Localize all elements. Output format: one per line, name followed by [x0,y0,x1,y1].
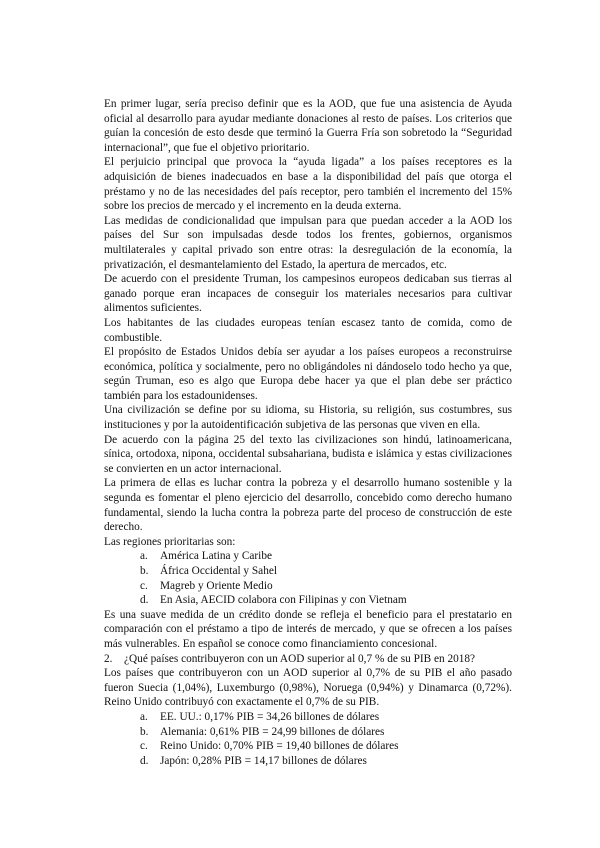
paragraph-us-purpose: El propósito de Estados Unidos debía ser ayudar a los países europeos a reconstruirse económica, política y socialmente, pero no obligándoles ni dándoselo todo hecho ya que, según Truman, eso es algo que Europa debe hacer ya que el plan debe ser práctico también para los estadounidenses. [104,346,512,402]
paragraph-aod-definition: En primer lugar, sería preciso definir que es la AOD, que fue una asistencia de Ayuda oficial al desarrollo para ayudar mediante donaciones al resto de países. Los criterios que guían la concesión de esto desde que terminó la Guerra Fría son sobretodo la “Seguridad internacional”, que fue el objetivo prioritario. [104,98,512,154]
list-item: d. En Asia, AECID colabora con Filipinas y con Vietnam [140,594,407,607]
paragraph-priority-regions-intro: Las regiones prioritarias son: [104,535,236,548]
paragraph-tied-aid: El perjuicio principal que provoca la “ayuda ligada” a los países receptores es la adquisición de bienes inadecuados en base a la disponibilidad del país que otorga el préstamo y no de las necesidades del país receptor, pero también el incremento del 15% sobre los precios de mercado y el incremento en la deuda externa. [104,156,512,213]
paragraph-civilization-definition: Una civilización se define por su idioma, su Historia, su religión, sus costumbres, sus instituciones y por la autoidentificación subjetiva de las personas que viven en ella. [104,404,512,432]
paragraph-contributors: Los países que contribuyeron con un AOD superior al 0,7% de su PIB el año pasado fueron Suecia (1,04%), Luxemburgo (0,98%), Noruega (0,94%) y Dinamarca (0,72%). Reino Unido contribuyó con exactamente el 0,7% de su PIB. [104,667,512,709]
list-item: b. África Occidental y Sahel [140,565,277,577]
paragraph-poverty-fight: La primera de ellas es luchar contra la pobreza y el desarrollo humano sostenible y la segunda es fomentar el pleno ejercicio del desarrollo, concebido como derecho humano fundamental, siendo la lucha contra la pobreza parte del proceso de construcción de este derecho. [104,477,512,534]
priority-regions-list [104,549,512,607]
question-heading: 2. ¿Qué países contribuyeron con un AOD superior al 0,7 % de su PIB en 2018? [104,652,476,665]
paragraph-truman-farmers: De acuerdo con el presidente Truman, los campesinos europeos dedicaban sus tierras al ganado porque eran incapaces de conseguir los materiales necesarios para cultivar alimentos suficientes. [104,273,512,315]
paragraph-concessional-credit: Es una suave medida de un crédito donde se refleja el beneficio para el prestatario en comparación con el préstamo a tipo de interés de mercado, y que se ofrecen a los países más vulnerables. En español se conoce como financiamiento concesional. [104,608,512,650]
paragraph-city-shortages: Los habitantes de las ciudades europeas tenían escasez tanto de comida, como de combustible. [104,316,512,344]
list-item: b. Alemania: 0,61% PIB = 24,99 billones de dólares [140,725,385,738]
list-item: a. América Latina y Caribe [140,550,272,563]
paragraph-civilizations-list: De acuerdo con la página 25 del texto las civilizaciones son hindú, latinoamericana, sínica, ortodoxa, nipona, occidental subsahariana, budista e islámica y estas civilizaciones se convierten en un actor internacional. [104,433,512,475]
paragraph-conditionality: Las medidas de condicionalidad que impulsan para que puedan acceder a la AOD los países del Sur son impulsadas desde todos los frentes, gobiernos, organismos multilaterales y capital privado son entre otras: la desregulación de la economía, la privatización, el desmantelamiento del Estado, la apertura de mercados, etc. [104,214,512,271]
document-body [104,97,512,768]
list-item: a. EE. UU.: 0,17% PIB = 34,26 billones de dólares [140,710,380,723]
list-item: c. Magreb y Oriente Medio [140,579,273,592]
country-contributions-list [104,710,512,768]
list-item: c. Reino Unido: 0,70% PIB = 19,40 billones de dólares [140,740,399,753]
list-item: d. Japón: 0,28% PIB = 14,17 billones de dólares [140,754,367,767]
